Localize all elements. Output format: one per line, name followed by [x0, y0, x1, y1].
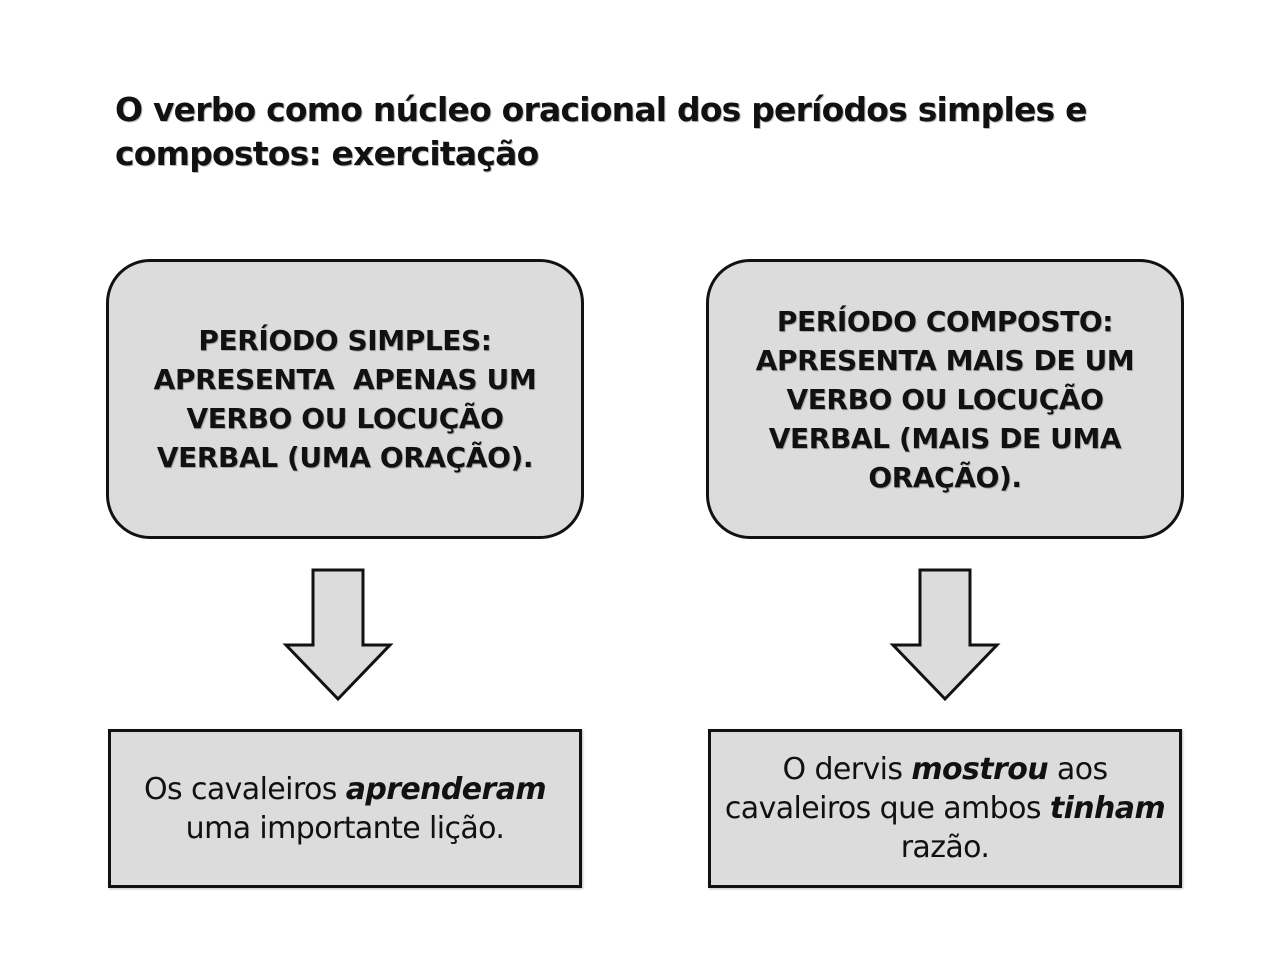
- exemplo-simples-before: Os cavaleiros: [143, 771, 346, 807]
- periodo-composto-line-4: ORAÇÃO).: [868, 460, 1022, 494]
- arrow-down-icon: [889, 567, 1001, 703]
- periodo-simples-line-1: APRESENTA APENAS UM: [153, 363, 537, 396]
- exemplo-composto-before: O dervis: [782, 752, 912, 787]
- exemplo-composto-middle: aos cavaleiros que ambos: [724, 752, 1117, 826]
- exemplo-simples-text: [123, 770, 567, 848]
- exemplo-composto-text: [723, 750, 1175, 867]
- exemplo-composto-verb-1: mostrou: [911, 752, 1048, 787]
- periodo-simples-line-2: VERBO OU LOCUÇÃO: [186, 402, 504, 435]
- exemplo-composto-after: razão.: [900, 791, 1175, 865]
- exemplo-simples-verb: aprenderam: [345, 771, 547, 807]
- periodo-composto-heading: PERÍODO COMPOSTO:: [776, 304, 1114, 338]
- periodo-composto-line-3: VERBAL (MAIS DE UMA: [768, 421, 1122, 455]
- periodo-simples-definition: [154, 321, 537, 477]
- exemplo-composto-verb-2: tinham: [1049, 791, 1166, 826]
- periodo-simples-box: [106, 259, 584, 539]
- exemplo-simples-after: uma importante lição.: [185, 771, 555, 846]
- exemplo-simples-box: [108, 729, 582, 888]
- periodo-simples-heading: PERÍODO SIMPLES:: [198, 324, 492, 357]
- exemplo-composto-box: [708, 729, 1182, 888]
- periodo-composto-line-2: VERBO OU LOCUÇÃO: [786, 382, 1104, 416]
- periodo-composto-line-1: APRESENTA MAIS DE UM: [755, 343, 1135, 377]
- arrow-down-icon: [282, 567, 394, 703]
- page-title: O verbo como núcleo oracional dos períodos simples e compostos: exercitação: [115, 90, 1087, 173]
- periodo-simples-line-3: VERBAL (UMA ORAÇÃO).: [156, 441, 534, 474]
- periodo-composto-box: [706, 259, 1184, 539]
- periodo-composto-definition: [756, 302, 1135, 497]
